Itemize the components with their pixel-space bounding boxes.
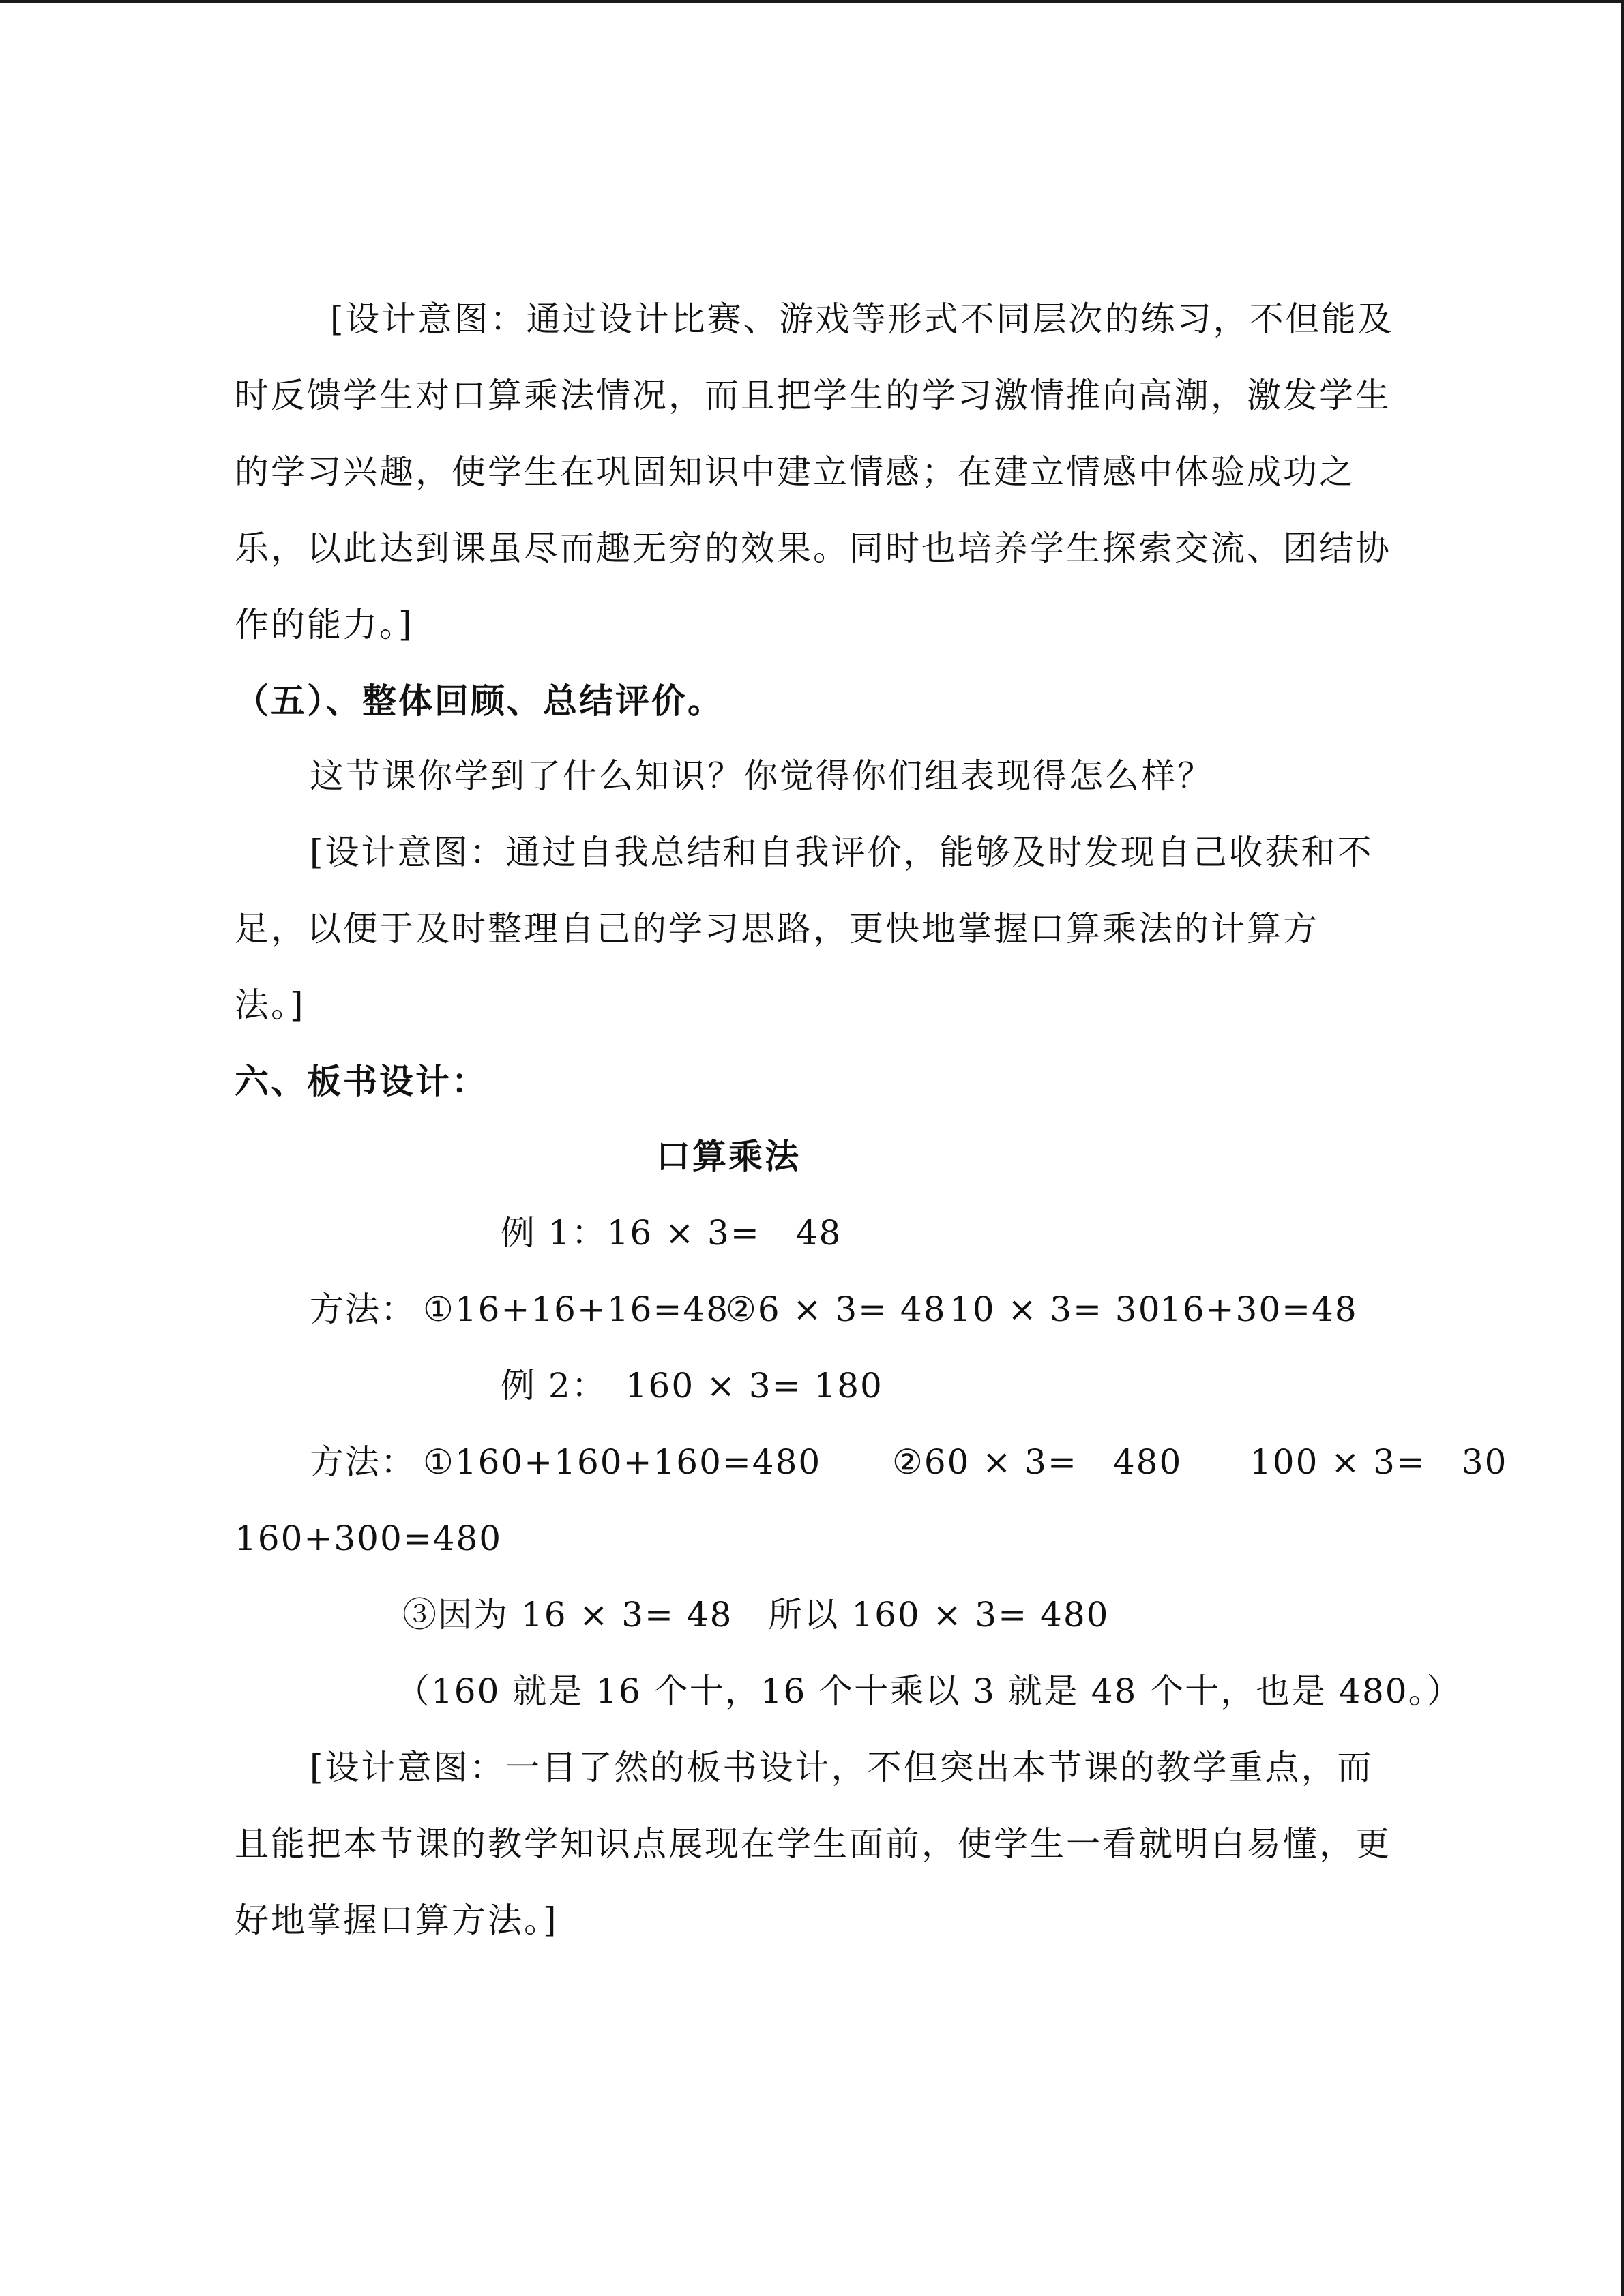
section5-intent-line-3: 法。] [235, 985, 306, 1025]
board-method2-a: ①160+160+160=480 [423, 1442, 822, 1482]
board-title: 口算乘法 [656, 1137, 801, 1176]
intent-line-5: 作的能力。] [235, 605, 414, 644]
board-method2-b: ②60 × 3= 480 [892, 1442, 1183, 1482]
section5-intent-line-1: [设计意图：通过自我总结和自我评价，能够及时发现自己收获和不 [310, 833, 1374, 872]
intent-line-2: 时反馈学生对口算乘法情况，而且把学生的学习激情推向高潮，激发学生 [235, 376, 1391, 415]
section5-question: 这节课你学到了什么知识？你觉得你们组表现得怎么样？ [310, 756, 1213, 796]
board-method2-label: 方法： [310, 1442, 416, 1482]
intent-line-3: 的学习兴趣，使学生在巩固知识中建立情感；在建立情感中体验成功之 [235, 452, 1355, 492]
board-method2-e: ③因为 16 × 3= 48 所以 160 × 3= 480 [402, 1595, 1110, 1635]
section6-intent-line-2: 且能把本节课的教学知识点展现在学生面前，使学生一看就明白易懂，更 [235, 1824, 1391, 1864]
board-example-1: 例 1：16 × 3= 48 [501, 1213, 842, 1253]
section-heading-6: 六、板书设计： [235, 1062, 488, 1101]
intent-line-4: 乐，以此达到课虽尽而趣无穷的效果。同时也培养学生探索交流、团结协 [235, 528, 1391, 568]
board-method1-label: 方法： [310, 1289, 416, 1329]
intent-line-1: [设计意图：通过设计比赛、游戏等形式不同层次的练习，不但能及 [330, 299, 1394, 339]
section5-intent-line-2: 足，以便于及时整理自己的学习思路，更快地掌握口算乘法的计算方 [235, 909, 1319, 949]
board-method1-c: 10 × 3= 30 [949, 1289, 1162, 1329]
board-method2-d: 160+300=480 [235, 1519, 503, 1558]
board-method2-c: 100 × 3= 30 [1250, 1442, 1508, 1482]
board-note: （160 就是 16 个十，16 个十乘以 3 就是 48 个十，也是 480。） [396, 1671, 1462, 1711]
board-method1-a: ①16+16+16=48 [423, 1289, 729, 1329]
section6-intent-line-3: 好地掌握口算方法。] [235, 1900, 559, 1940]
section6-intent-line-1: [设计意图：一目了然的板书设计，不但突出本节课的教学重点，而 [310, 1748, 1374, 1787]
board-method1-b: ②6 × 3= 48 [726, 1289, 947, 1329]
section-heading-5: （五）、整体回顾、总结评价。 [235, 681, 724, 721]
board-method1-d: 16+30=48 [1160, 1289, 1358, 1329]
board-example-2: 例 2： 160 × 3= 180 [501, 1366, 883, 1405]
